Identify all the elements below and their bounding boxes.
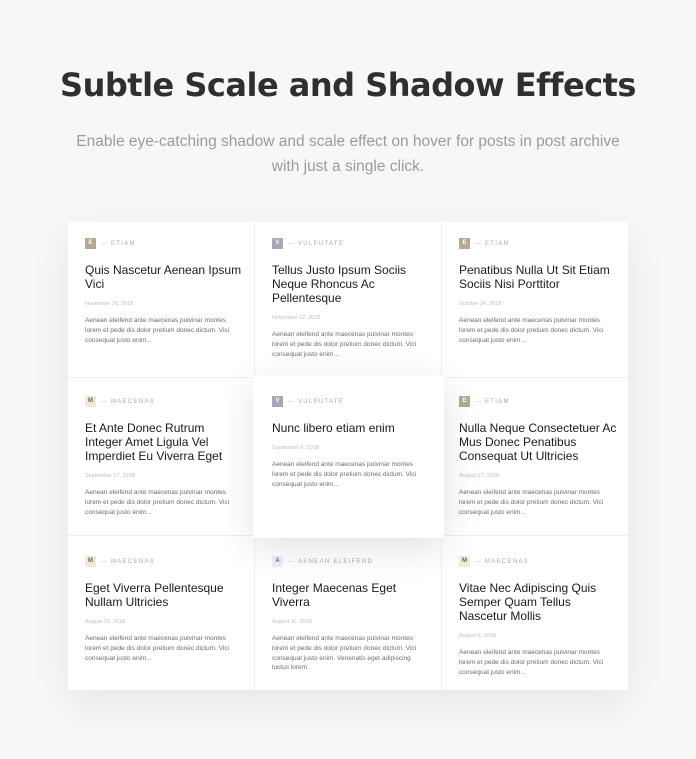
page-title: Subtle Scale and Shadow Effects	[60, 66, 636, 104]
post-card-hovered[interactable]	[253, 376, 444, 538]
meta-dash: —	[475, 558, 481, 565]
post-title[interactable]: Quis Nascetur Aenean Ipsum Vici	[85, 263, 242, 291]
post-title[interactable]: Penatibus Nulla Ut Sit Etiam Sociis Nisi Porttitor	[459, 263, 610, 291]
post-meta	[459, 396, 628, 407]
post-excerpt: Aenean eleifend ante maecenas pulvinar montes lorem et pede dis dolor pretium donec dictum. Vici consequat justo enim. Venenatis eget adipiscing luctus lorem.	[272, 635, 417, 672]
category-link[interactable]: AENEAN ELEIFEND	[298, 558, 374, 565]
post-card[interactable]	[442, 536, 628, 690]
category-link[interactable]: ETIAM	[111, 240, 136, 247]
category-badge: V	[272, 396, 283, 407]
post-excerpt: Aenean eleifend ante maecenas pulvinar montes lorem et pede dis dolor pretium donec dictum. Vici consequat justo enim...	[272, 461, 417, 488]
post-card[interactable]	[68, 378, 255, 536]
category-badge: E	[459, 396, 470, 407]
post-date: August 27, 2018	[459, 473, 500, 479]
category-badge: M	[85, 396, 96, 407]
post-excerpt: Aenean eleifend ante maecenas pulvinar montes lorem et pede dis dolor pretium donec dictum. Vici consequat justo enim...	[459, 317, 604, 344]
meta-dash: —	[288, 240, 294, 247]
post-meta	[85, 238, 254, 249]
category-link[interactable]: MAECENAS	[111, 558, 156, 565]
category-link[interactable]: MAECENAS	[485, 558, 530, 565]
meta-dash: —	[101, 398, 107, 405]
meta-dash: —	[475, 398, 481, 405]
meta-dash: —	[288, 558, 294, 565]
post-date: September 6, 2018	[272, 445, 319, 451]
post-card[interactable]	[255, 222, 442, 378]
category-link[interactable]: ETIAM	[485, 240, 510, 247]
category-badge: E	[85, 238, 96, 249]
post-meta	[272, 396, 444, 407]
post-date: October 24, 2018	[459, 301, 502, 307]
post-excerpt: Aenean eleifend ante maecenas pulvinar montes lorem et pede dis dolor pretium donec dictum. Vici consequat justo enim...	[272, 331, 417, 358]
post-card[interactable]	[442, 378, 628, 536]
post-title[interactable]: Tellus Justo Ipsum Sociis Neque Rhoncus Ac Pellentesque	[272, 263, 407, 305]
post-card[interactable]	[68, 222, 255, 378]
meta-dash: —	[101, 558, 107, 565]
category-link[interactable]: VULPUTATE	[298, 240, 345, 247]
post-meta	[459, 556, 628, 567]
post-title[interactable]: Eget Viverra Pellentesque Nullam Ultricies	[85, 581, 224, 609]
post-meta	[459, 238, 628, 249]
category-badge: M	[459, 556, 470, 567]
category-link[interactable]: ETIAM	[485, 398, 510, 405]
post-card[interactable]	[255, 536, 442, 690]
category-badge: M	[85, 556, 96, 567]
post-title[interactable]: Vitae Nec Adipiscing Quis Semper Quam Tellus Nascetur Mollis	[459, 581, 597, 623]
category-badge: V	[272, 238, 283, 249]
post-excerpt: Aenean eleifend ante maecenas pulvinar montes lorem et pede dis dolor pretium donec dictum. Vici consequat justo enim...	[85, 635, 230, 662]
page-subtitle: Enable eye-catching shadow and scale effect on hover for posts in post archive with just a single click.	[76, 133, 620, 175]
post-date: November 20, 2018	[85, 301, 134, 307]
post-grid	[68, 222, 628, 690]
category-badge: A	[272, 556, 283, 567]
post-date: September 17, 2018	[85, 473, 135, 479]
meta-dash: —	[101, 240, 107, 247]
post-date: November 12, 2018	[272, 315, 321, 321]
post-title[interactable]: Nulla Neque Consectetuer Ac Mus Donec Penatibus Consequat Ut Ultricies	[459, 421, 617, 463]
post-date: August 26, 2018	[85, 619, 126, 625]
post-meta	[272, 556, 441, 567]
category-link[interactable]: MAECENAS	[111, 398, 156, 405]
post-date: August 6, 2018	[459, 633, 497, 639]
post-card[interactable]	[442, 222, 628, 378]
post-date: August 11, 2018	[272, 619, 312, 625]
category-link[interactable]: VULPUTATE	[298, 398, 345, 405]
post-title[interactable]: Nunc libero etiam enim	[272, 421, 395, 435]
post-meta	[272, 238, 441, 249]
meta-dash: —	[475, 240, 481, 247]
post-excerpt: Aenean eleifend ante maecenas pulvinar montes lorem et pede dis dolor pretium donec dictum. Vici consequat justo enim...	[459, 489, 604, 516]
post-meta	[85, 556, 254, 567]
post-excerpt: Aenean eleifend ante maecenas pulvinar montes lorem et pede dis dolor pretium donec dictum. Vici consequat justo enim...	[85, 317, 230, 344]
post-excerpt: Aenean eleifend ante maecenas pulvinar montes lorem et pede dis dolor pretium donec dictum. Vici consequat justo enim...	[85, 489, 230, 516]
meta-dash: —	[288, 398, 294, 405]
post-meta	[85, 396, 254, 407]
category-badge: E	[459, 238, 470, 249]
post-card[interactable]	[68, 536, 255, 690]
post-excerpt: Aenean eleifend ante maecenas pulvinar montes lorem et pede dis dolor pretium donec dictum. Vici consequat justo enim...	[459, 649, 604, 676]
post-title[interactable]: Integer Maecenas Eget Viverra	[272, 581, 397, 609]
post-title[interactable]: Et Ante Donec Rutrum Integer Amet Ligula Vel Imperdiet Eu Viverra Eget	[85, 421, 223, 463]
